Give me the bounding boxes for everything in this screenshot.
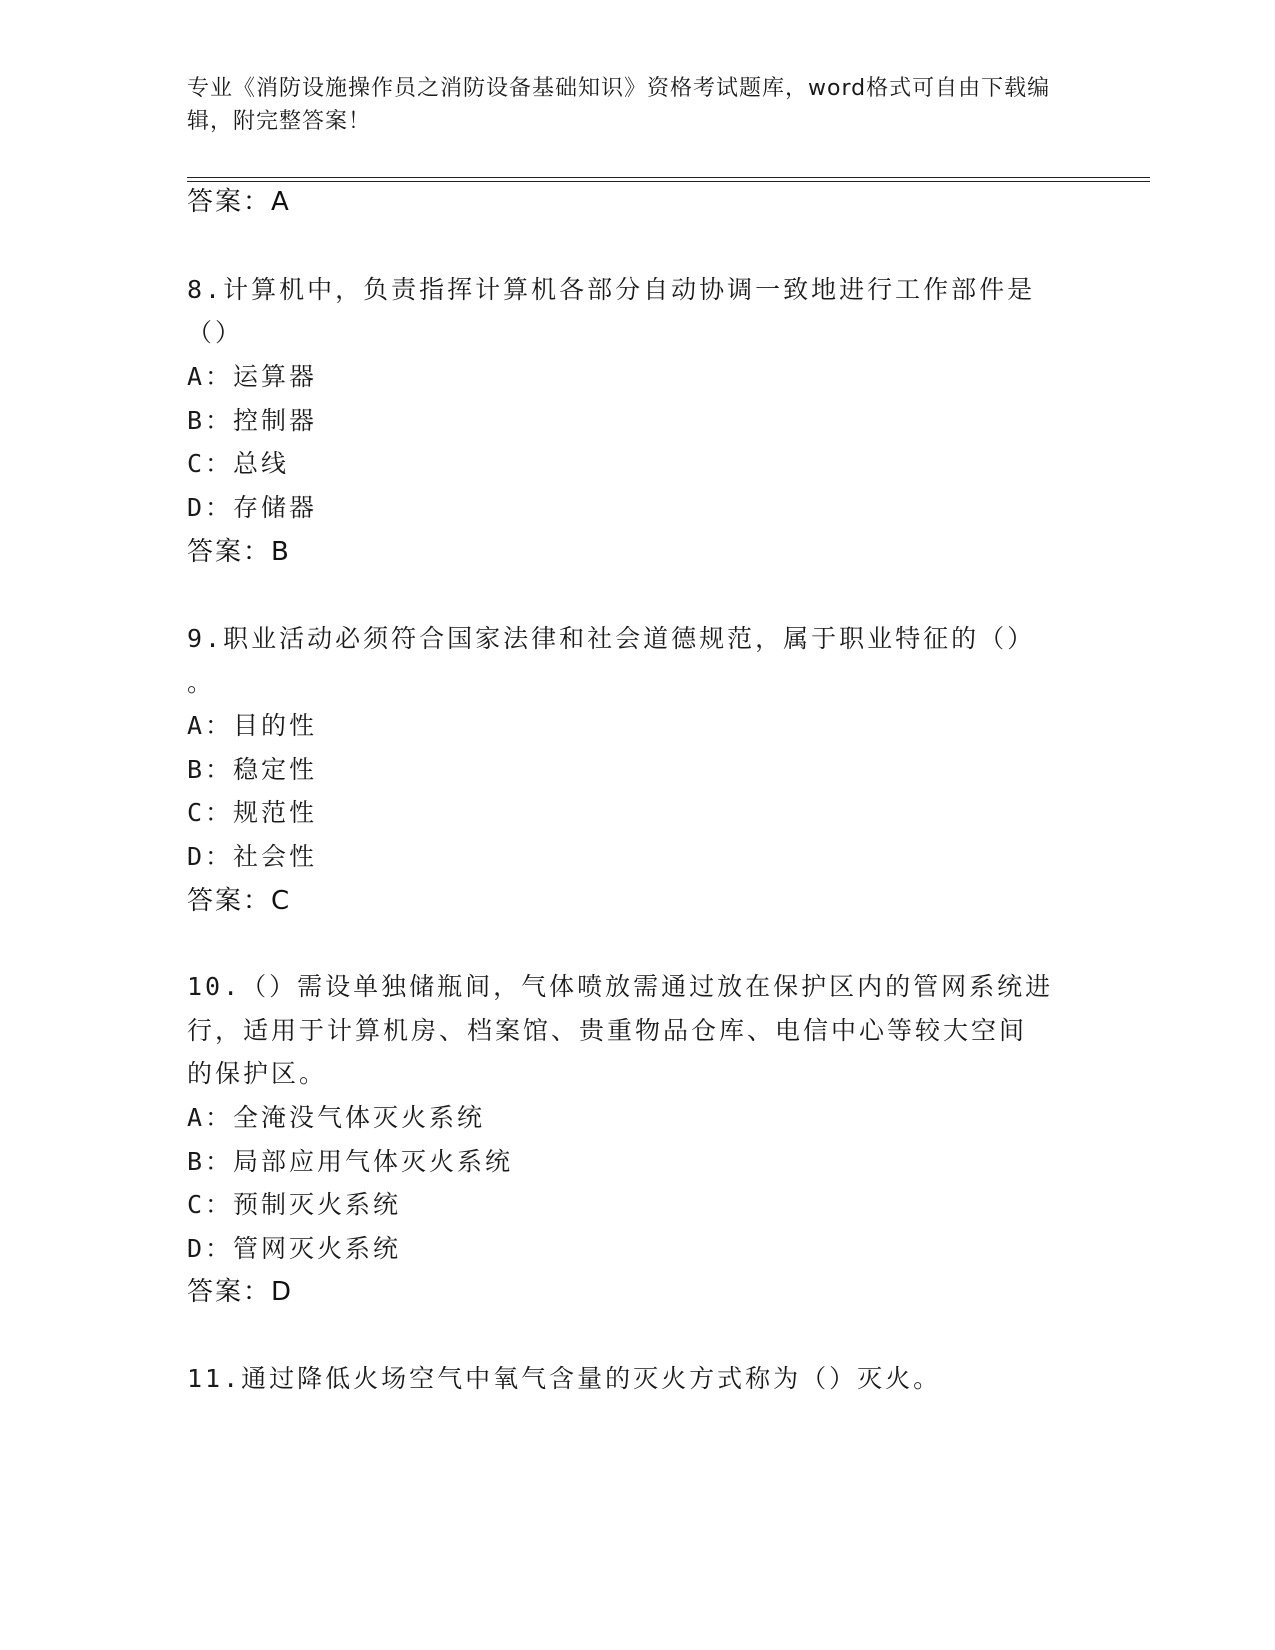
question-8-option-c: C：总线	[187, 449, 290, 478]
question-9-stem-line-2: 。	[187, 668, 216, 697]
question-9-option-b: B：稳定性	[187, 755, 318, 784]
question-9-option-a: A：目的性	[187, 711, 318, 740]
question-11-stem-line-1: 11.通过降低火场空气中氧气含量的灭火方式称为（）灭火。	[187, 1364, 942, 1393]
question-9-option-c: C：规范性	[187, 798, 318, 827]
question-9-answer: 答案：C	[187, 886, 292, 916]
question-8-option-a: A：运算器	[187, 362, 318, 391]
question-8-option-d: D：存储器	[187, 493, 318, 522]
question-8-stem-line-1: 8.计算机中，负责指挥计算机各部分自动协调一致地进行工作部件是	[187, 275, 1036, 304]
question-10-option-c: C：预制灭火系统	[187, 1190, 402, 1219]
header-divider	[187, 177, 1150, 182]
question-10-option-d: D：管网灭火系统	[187, 1234, 402, 1263]
question-10-stem-line-1: 10.（）需设单独储瓶间，气体喷放需通过放在保护区内的管网系统进	[187, 972, 1054, 1001]
question-10-option-b: B：局部应用气体灭火系统	[187, 1147, 514, 1176]
answer-line: 答案：A	[187, 187, 291, 217]
question-10-answer: 答案：D	[187, 1277, 294, 1307]
question-10-stem-line-3: 的保护区。	[187, 1059, 328, 1088]
question-8-option-b: B：控制器	[187, 406, 318, 435]
question-8-stem-line-2: （）	[187, 318, 244, 347]
question-9-option-d: D：社会性	[187, 842, 318, 871]
question-9-stem-line-1: 9.职业活动必须符合国家法律和社会道德规范，属于职业特征的（）	[187, 624, 1036, 653]
document-header-text: 专业《消防设施操作员之消防设备基础知识》资格考试题库，word格式可自由下载编辑，附完整答案！	[187, 76, 1051, 134]
question-8-answer: 答案：B	[187, 537, 291, 567]
question-10-option-a: A：全淹没气体灭火系统	[187, 1103, 486, 1132]
question-10-stem-line-2: 行，适用于计算机房、档案馆、贵重物品仓库、电信中心等较大空间	[187, 1016, 1028, 1045]
